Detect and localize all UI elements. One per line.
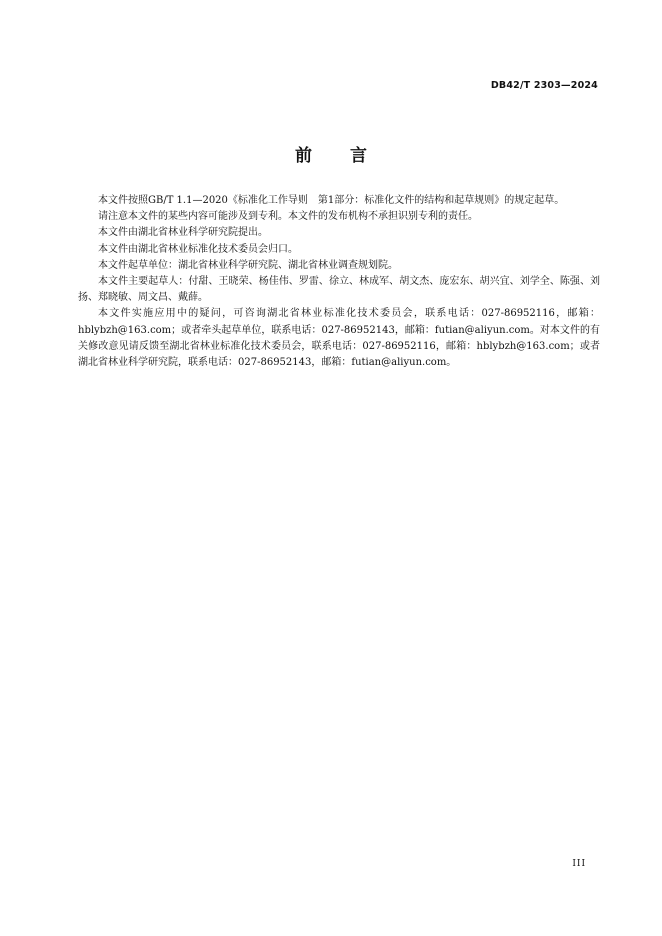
page-number: III	[572, 859, 586, 869]
paragraph-contact-info: 本文件实施应用中的疑问，可咨询湖北省林业标准化技术委员会，联系电话：027-86952116，邮箱：hblybzh@163.com；或者牵头起草单位，联系电话：027-86952143，邮箱：futian@aliyun.com。对本文件的有关修改意见请反馈至湖北省林业标准化技术委员会，联系电话：027-86952116，邮箱：hblybzh@163.com；或者湖北省林业科学研究院，联系电话：027-86952143，邮箱：futian@aliyun.com。	[78, 308, 600, 369]
paragraph-drafting-units: 本文件起草单位：湖北省林业科学研究院、湖北省林业调查规划院。	[98, 259, 398, 271]
paragraph-administrator: 本文件由湖北省林业标准化技术委员会归口。	[98, 243, 298, 255]
body-text	[78, 193, 600, 371]
paragraph-drafting-rules: 本文件按照GB/T 1.1—2020《标准化工作导则 第1部分：标准化文件的结构和起草规则》的规定起草。	[98, 195, 565, 206]
page-title: 前言	[295, 146, 405, 166]
paragraph-patent-notice: 请注意本文件的某些内容可能涉及到专利。本文件的发布机构不承担识别专利的责任。	[98, 211, 478, 223]
paragraph-drafters: 本文件主要起草人：付甜、王晓荣、杨佳伟、罗雷、徐立、林成军、胡文杰、庞宏东、胡兴宜、刘学全、陈强、刘扬、郑晓敏、周文昌、戴薛。	[78, 276, 600, 304]
paragraph-proposer: 本文件由湖北省林业科学研究院提出。	[98, 227, 268, 239]
standard-code: DB42/T 2303—2024	[490, 80, 598, 91]
